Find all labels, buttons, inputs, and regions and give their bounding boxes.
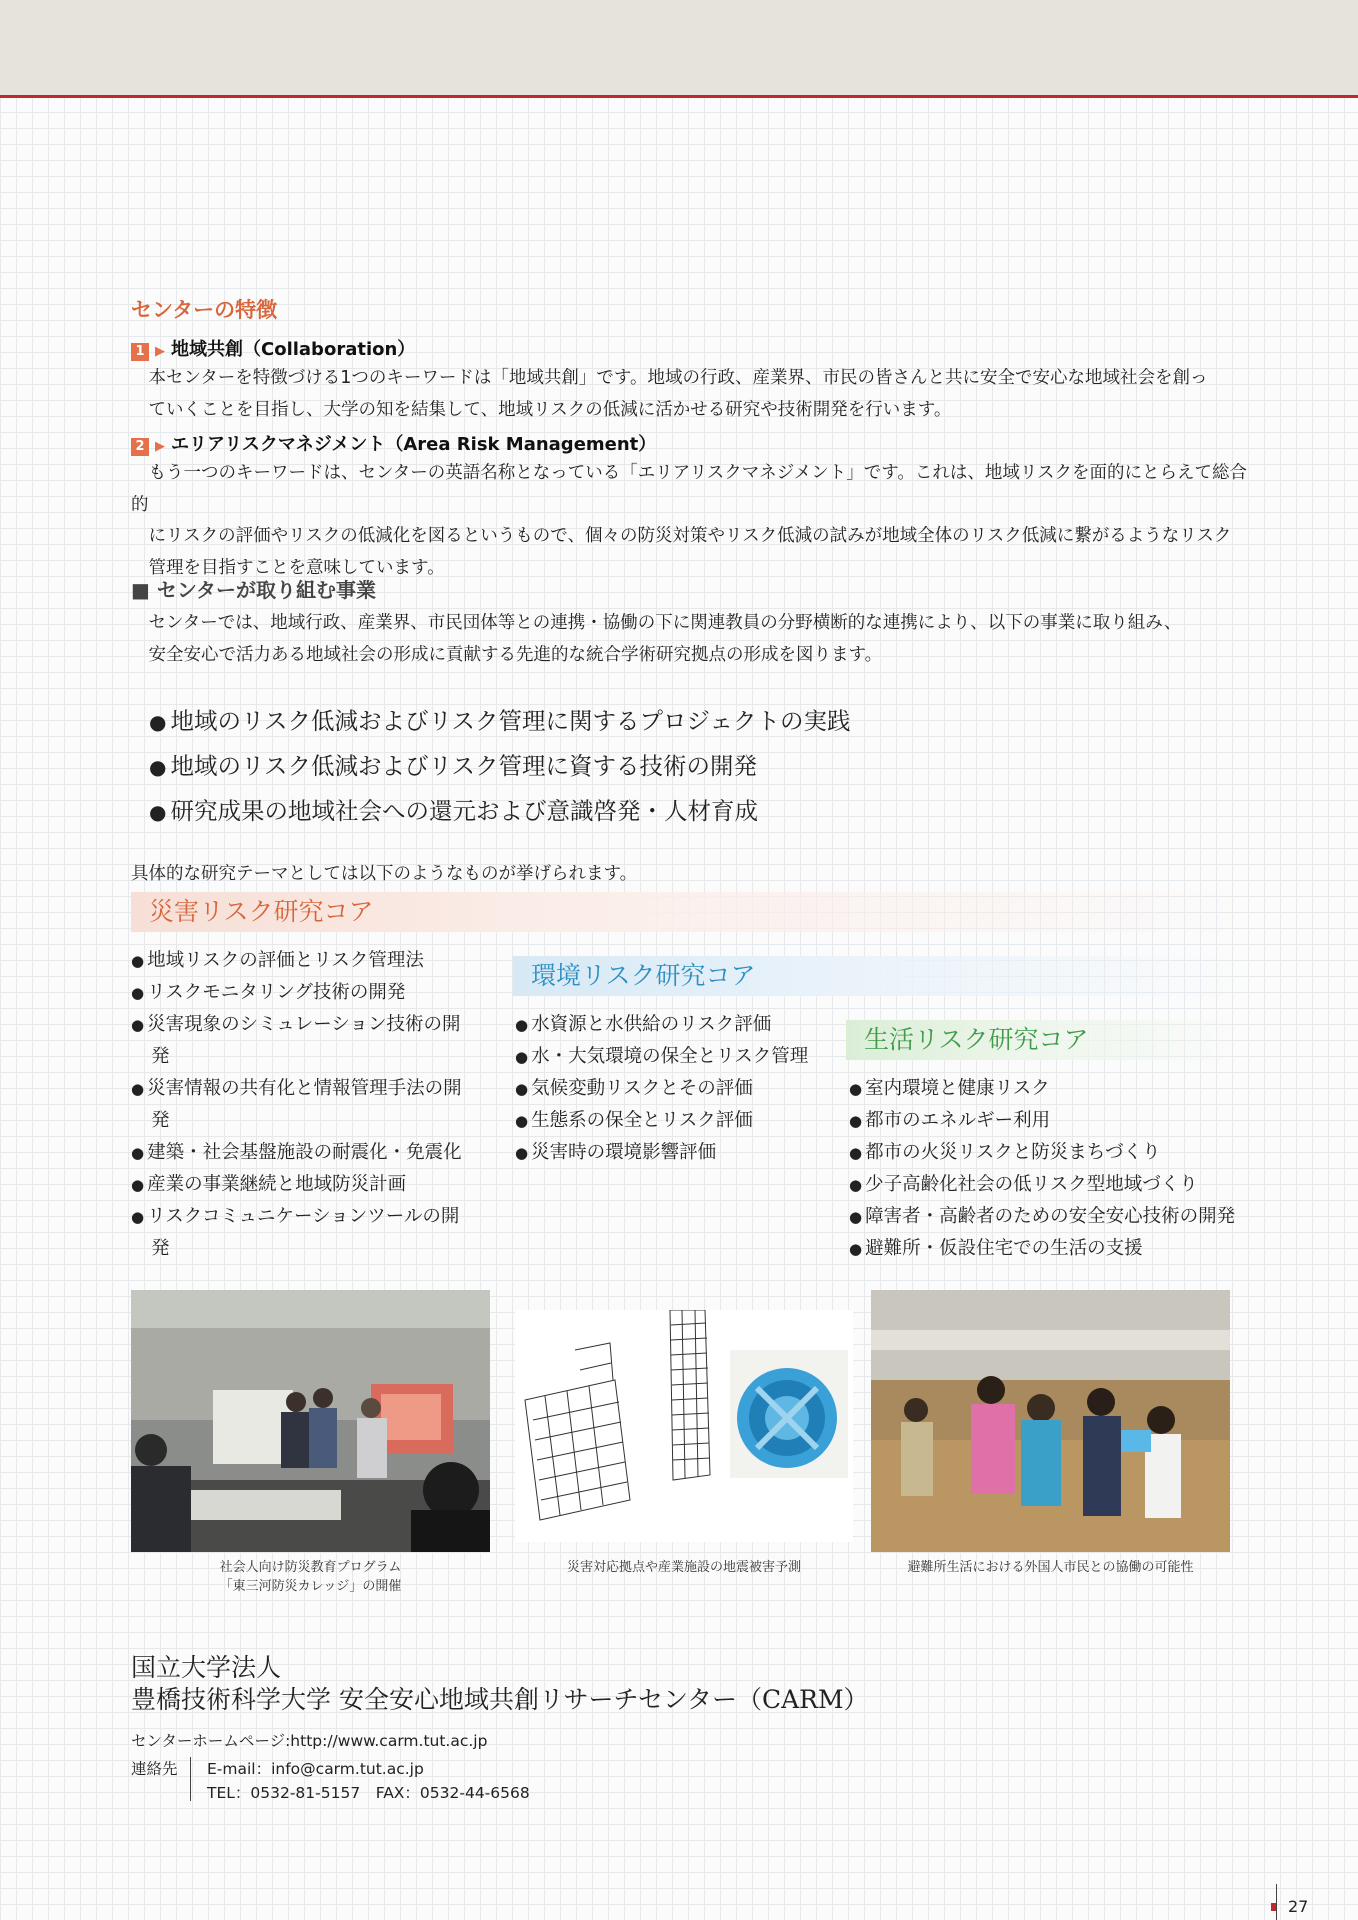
number-badge: 2 — [131, 438, 149, 456]
text-line: 安全安心で活力ある地域社会の形成に貢献する先進的な統合学術研究拠点の形成を図ります。 — [148, 644, 883, 665]
number-badge: 1 — [131, 343, 149, 361]
text-line: 本センターを特徴づける1つのキーワードは「地域共創」です。地域の行政、産業界、市民の皆さんと共に安全で安心な地域社会を創っ — [148, 368, 1208, 388]
list-item: ● 障害者・高齢者のための安全安心技術の開発 — [849, 1201, 1239, 1233]
feature-heading: エリアリスクマネジメント（Area Risk Management） — [171, 434, 657, 455]
features-title: センターの特徴 — [131, 298, 278, 322]
feature-2-heading — [131, 430, 656, 456]
list-item: ● 避難所・仮設住宅での生活の支援 — [849, 1233, 1239, 1265]
life-core-list — [849, 1073, 1239, 1265]
list-item: ● 研究成果の地域社会への還元および意識啓発・人材育成 — [149, 789, 851, 834]
email-text: E-mail：info@carm.tut.ac.jp — [207, 1760, 424, 1778]
contact-details — [207, 1757, 530, 1805]
org-line: 豊橋技術科学大学 安全安心地域共創リサーチセンター（CARM） — [131, 1685, 869, 1714]
feature-1-heading — [131, 335, 415, 361]
text-line: 管理を目指すことを意味しています。 — [148, 557, 445, 578]
projects-title: ■ センターが取り組む事業 — [131, 578, 377, 602]
photo-caption-3: 避難所生活における外国人市民との協働の可能性 — [907, 1560, 1194, 1575]
list-item: ● 都市の火災リスクと防災まちづくり — [849, 1137, 1239, 1169]
projects-list — [149, 699, 851, 834]
page-number: 27 — [1288, 1897, 1309, 1916]
feature-1-text — [131, 363, 1231, 426]
themes-lead: 具体的な研究テーマとしては以下のようなものが挙げられます。 — [131, 864, 638, 884]
list-item: ● 都市のエネルギー利用 — [849, 1105, 1239, 1137]
contact-divider — [190, 1757, 191, 1801]
disaster-core-list — [131, 945, 476, 1265]
org-line: 国立大学法人 — [131, 1653, 282, 1682]
list-item: ● 水資源と水供給のリスク評価 — [515, 1009, 835, 1041]
text-line: にリスクの評価やリスクの低減化を図るというもので、個々の防災対策やリスク低減の試みが地域全体のリスク低減に繋がるようなリスク — [148, 526, 1232, 546]
list-item: ● 地域のリスク低減およびリスク管理に資する技術の開発 — [149, 744, 851, 789]
seismic-model-figure — [515, 1310, 853, 1542]
text-line: もう一つのキーワードは、センターの英語名称となっている「エリアリスクマネジメント」です。これは、地域リスクを面的にとらえて総合的 — [131, 463, 1247, 515]
list-item: ● 気候変動リスクとその評価 — [515, 1073, 835, 1105]
tel-fax-text: TEL：0532-81-5157 FAX：0532-44-6568 — [207, 1784, 530, 1802]
evacuation-shelter-photo — [871, 1290, 1230, 1552]
contact-label: 連絡先 — [131, 1760, 178, 1778]
seminar-photo — [131, 1290, 490, 1552]
environment-core-title: 環境リスク研究コア — [513, 956, 1244, 996]
caption-line: 社会人向け防災教育プログラム — [219, 1560, 402, 1575]
caption-line: 「東三河防災カレッジ」の開催 — [219, 1579, 402, 1594]
text-line: センターでは、地域行政、産業界、市民団体等との連携・協働の下に関連教員の分野横断的な連携により、以下の事業に取り組み、 — [148, 613, 1182, 633]
list-item: ● 室内環境と健康リスク — [849, 1073, 1239, 1105]
photo-caption-2: 災害対応拠点や産業施設の地震被害予測 — [566, 1560, 801, 1575]
list-item: ● 災害情報の共有化と情報管理手法の開発 — [131, 1073, 476, 1137]
list-item: ● 産業の事業継続と地域防災計画 — [131, 1169, 476, 1201]
photo-caption-1 — [131, 1558, 490, 1596]
projects-text — [131, 608, 1251, 671]
organization-name — [131, 1652, 869, 1716]
list-item: ● 建築・社会基盤施設の耐震化・免震化 — [131, 1137, 476, 1169]
list-item: ● リスクモニタリング技術の開発 — [131, 977, 476, 1009]
list-item: ● 地域のリスク低減およびリスク管理に関するプロジェクトの実践 — [149, 699, 851, 744]
feature-2-text — [131, 458, 1251, 584]
triangle-arrow-icon: ▶ — [155, 344, 165, 359]
homepage-text: センターホームページ:http://www.carm.tut.ac.jp — [131, 1732, 488, 1750]
list-item: ● 地域リスクの評価とリスク管理法 — [131, 945, 476, 977]
page-rule — [1276, 1884, 1277, 1920]
list-item: ● 少子高齢化社会の低リスク型地域づくり — [849, 1169, 1239, 1201]
list-item: ● 水・大気環境の保全とリスク管理 — [515, 1041, 835, 1073]
life-core-title: 生活リスク研究コア — [846, 1020, 1244, 1060]
feature-heading: 地域共創（Collaboration） — [171, 339, 416, 360]
list-item: ● 生態系の保全とリスク評価 — [515, 1105, 835, 1137]
disaster-core-title: 災害リスク研究コア — [131, 892, 1244, 932]
list-item: ● 災害現象のシミュレーション技術の開発 — [131, 1009, 476, 1073]
list-item: ● リスクコミュニケーションツールの開発 — [131, 1201, 476, 1265]
header-band — [0, 0, 1358, 98]
list-item: ● 災害時の環境影響評価 — [515, 1137, 835, 1169]
triangle-arrow-icon: ▶ — [155, 439, 165, 454]
environment-core-list — [515, 1009, 835, 1169]
page-marker — [1271, 1903, 1276, 1911]
text-line: ていくことを目指し、大学の知を結集して、地域リスクの低減に活かせる研究や技術開発を行います。 — [148, 399, 952, 420]
